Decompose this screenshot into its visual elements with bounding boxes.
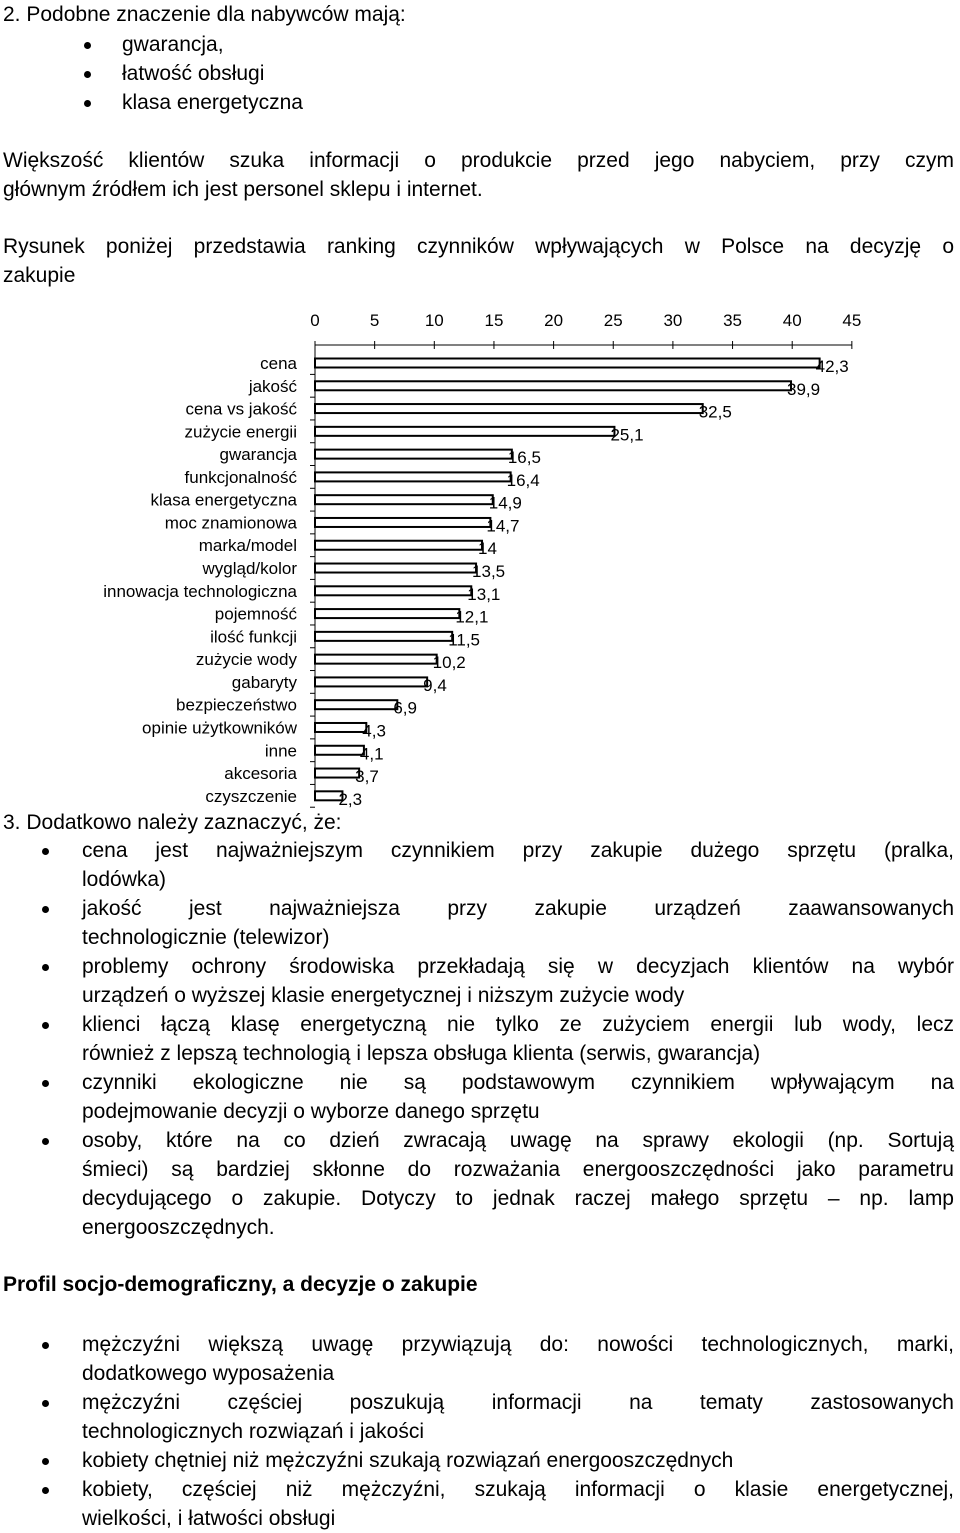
data-label: 13,5	[472, 562, 506, 582]
bullet-icon	[42, 1342, 49, 1349]
list-item: klasa energetyczna	[122, 91, 303, 114]
bar	[315, 381, 791, 390]
bar	[315, 541, 482, 550]
data-label: 32,5	[698, 402, 732, 422]
list-item-line: osoby, które na co dzień zwracają uwagę na sprawy ekologii (np. Sortują	[82, 1129, 954, 1152]
data-label: 11,5	[448, 630, 481, 650]
category-label: zużycie wody	[195, 650, 297, 670]
bullet-icon	[84, 100, 91, 107]
bar	[315, 769, 359, 778]
list-item-line: urządzeń o wyższej klasie energetycznej i niższym zużycie wody	[82, 984, 685, 1007]
data-label: 2,3	[338, 789, 363, 809]
data-label: 16,4	[506, 470, 540, 490]
data-label: 9,4	[423, 675, 447, 695]
list-item-line: cena jest najważniejszym czynnikiem przy zakupie dużego sprzętu (pralka,	[82, 839, 954, 862]
category-label: bezpieczeństwo	[176, 695, 297, 715]
x-tick-label: 35	[723, 311, 743, 330]
section-2-heading: 2. Podobne znaczenie dla nabywców mają:	[3, 3, 406, 26]
x-tick-label: 20	[544, 311, 564, 330]
category-label: innowacja technologiczna	[103, 581, 297, 601]
category-label: cena	[260, 354, 297, 373]
bar	[315, 518, 490, 527]
data-label: 25,1	[610, 425, 644, 445]
section-3-heading: 3. Dodatkowo należy zaznaczyć, że:	[3, 811, 342, 834]
data-label: 14	[478, 539, 497, 559]
category-label: opinie użytkowników	[142, 718, 297, 738]
list-item: łatwość obsługi	[122, 62, 265, 85]
bar	[315, 723, 366, 732]
category-label: klasa energetyczna	[150, 490, 297, 510]
bar	[315, 677, 427, 686]
x-tick-label: 5	[369, 311, 380, 330]
data-label: 4,3	[362, 721, 386, 741]
data-label: 16,5	[507, 448, 541, 468]
bar	[315, 632, 452, 641]
data-label: 39,9	[787, 379, 821, 399]
data-label: 4,1	[359, 744, 384, 764]
list-item-line: wielkości, i łatwości obsługi	[82, 1507, 336, 1530]
bar	[315, 609, 459, 618]
list-item-line: technologicznie (telewizor)	[82, 926, 330, 949]
category-label: akcesoria	[224, 764, 297, 784]
paragraph-line: Rysunek poniżej przedstawia ranking czynników wpływających w Polsce na decyzję o	[3, 235, 954, 258]
list-item-line: klienci łączą klasę energetyczną nie tylko ze zużyciem energii lub wody, lecz	[82, 1013, 954, 1036]
category-label: jakość	[248, 376, 297, 396]
category-label: cena vs jakość	[185, 399, 297, 419]
category-label: gabaryty	[231, 672, 297, 692]
list-item-line: jakość jest najważniejsza przy zakupie urządzeń zaawansowanych	[82, 897, 954, 920]
list-item-line: dodatkowego wyposażenia	[82, 1362, 335, 1385]
list-item-line: problemy ochrony środowiska przekładają się w decyzjach klientów na wybór	[82, 955, 954, 978]
list-item-line: decydującego o zakupie. Dotyczy to jednak raczej małego sprzętu – np. lamp	[82, 1187, 954, 1210]
bullet-icon	[42, 1458, 49, 1465]
paragraph-line: zakupie	[3, 264, 76, 287]
bullet-icon	[42, 848, 49, 855]
list-item-line: czynniki ekologiczne nie są podstawowym czynnikiem wpływającym na	[82, 1071, 954, 1094]
bullet-icon	[42, 964, 49, 971]
data-label: 42,3	[815, 357, 849, 376]
category-label: pojemność	[214, 604, 297, 624]
list-item-line: mężczyźni częściej poszukują informacji na tematy zastosowanych	[82, 1391, 954, 1414]
data-label: 12,1	[455, 607, 489, 627]
category-label: funkcjonalność	[184, 467, 297, 487]
profile-heading: Profil socjo-demograficzny, a decyzje o zakupie	[3, 1273, 478, 1296]
bullet-icon	[42, 1138, 49, 1145]
data-label: 10,2	[432, 653, 466, 673]
x-tick-label: 0	[310, 311, 320, 330]
bullet-icon	[84, 42, 91, 49]
data-label: 14,7	[486, 516, 520, 536]
bar	[315, 404, 703, 413]
x-tick-label: 15	[484, 311, 504, 330]
x-tick-label: 10	[424, 311, 444, 330]
x-tick-label: 40	[782, 311, 802, 330]
list-item-line: mężczyźni większą uwagę przywiązują do: nowości technologicznych, marki,	[82, 1333, 954, 1356]
factor-ranking-chart	[0, 300, 960, 810]
category-label: wygląd/kolor	[202, 559, 297, 579]
bar	[315, 700, 397, 709]
category-label: czyszczenie	[205, 786, 297, 806]
x-tick-label: 30	[663, 311, 683, 330]
list-item: gwarancja,	[122, 33, 224, 56]
list-item-line: lodówka)	[82, 868, 167, 891]
paragraph-line: Większość klientów szuka informacji o produkcie przed jego nabyciem, przy czym	[3, 149, 954, 172]
bar	[315, 655, 437, 664]
list-item-line: śmieci) są bardziej skłonne do rozważania energooszczędności jako parametru	[82, 1158, 954, 1181]
category-label: zużycie energii	[184, 422, 297, 442]
category-label: inne	[264, 741, 297, 761]
bullet-icon	[84, 71, 91, 78]
data-label: 13,1	[467, 584, 501, 604]
bar	[315, 586, 471, 595]
bar	[315, 450, 512, 459]
bar	[315, 746, 364, 755]
category-label: gwarancja	[219, 445, 297, 465]
bar	[315, 472, 511, 481]
bar	[315, 427, 614, 436]
list-item-line: technologicznych rozwiązań i jakości	[82, 1420, 424, 1443]
bullet-icon	[42, 1487, 49, 1494]
data-label: 6,9	[393, 698, 417, 718]
bullet-icon	[42, 1080, 49, 1087]
x-tick-label: 25	[603, 311, 623, 330]
bullet-icon	[42, 1022, 49, 1029]
bar	[315, 564, 476, 573]
list-item-line: kobiety chętniej niż mężczyźni szukają rozwiązań energooszczędnych	[82, 1449, 734, 1472]
bullet-icon	[42, 906, 49, 913]
category-label: marka/model	[198, 536, 297, 556]
category-label: moc znamionowa	[164, 513, 297, 533]
list-item-line: podejmowanie decyzji o wyborze danego sprzętu	[82, 1100, 540, 1123]
paragraph-line: głównym źródłem ich jest personel sklepu i internet.	[3, 178, 483, 201]
x-tick-label: 45	[842, 311, 862, 330]
bar	[315, 495, 493, 504]
category-label: ilość funkcji	[210, 627, 297, 647]
data-label: 3,7	[355, 767, 379, 787]
data-label: 14,9	[488, 493, 522, 513]
list-item-line: również z lepszą technologią i lepsza obsługa klienta (serwis, gwarancja)	[82, 1042, 761, 1065]
list-item-line: kobiety, częściej niż mężczyźni, szukają informacji o klasie energetycznej,	[82, 1478, 954, 1501]
list-item-line: energooszczędnych.	[82, 1216, 275, 1239]
bar	[315, 359, 820, 368]
bullet-icon	[42, 1400, 49, 1407]
